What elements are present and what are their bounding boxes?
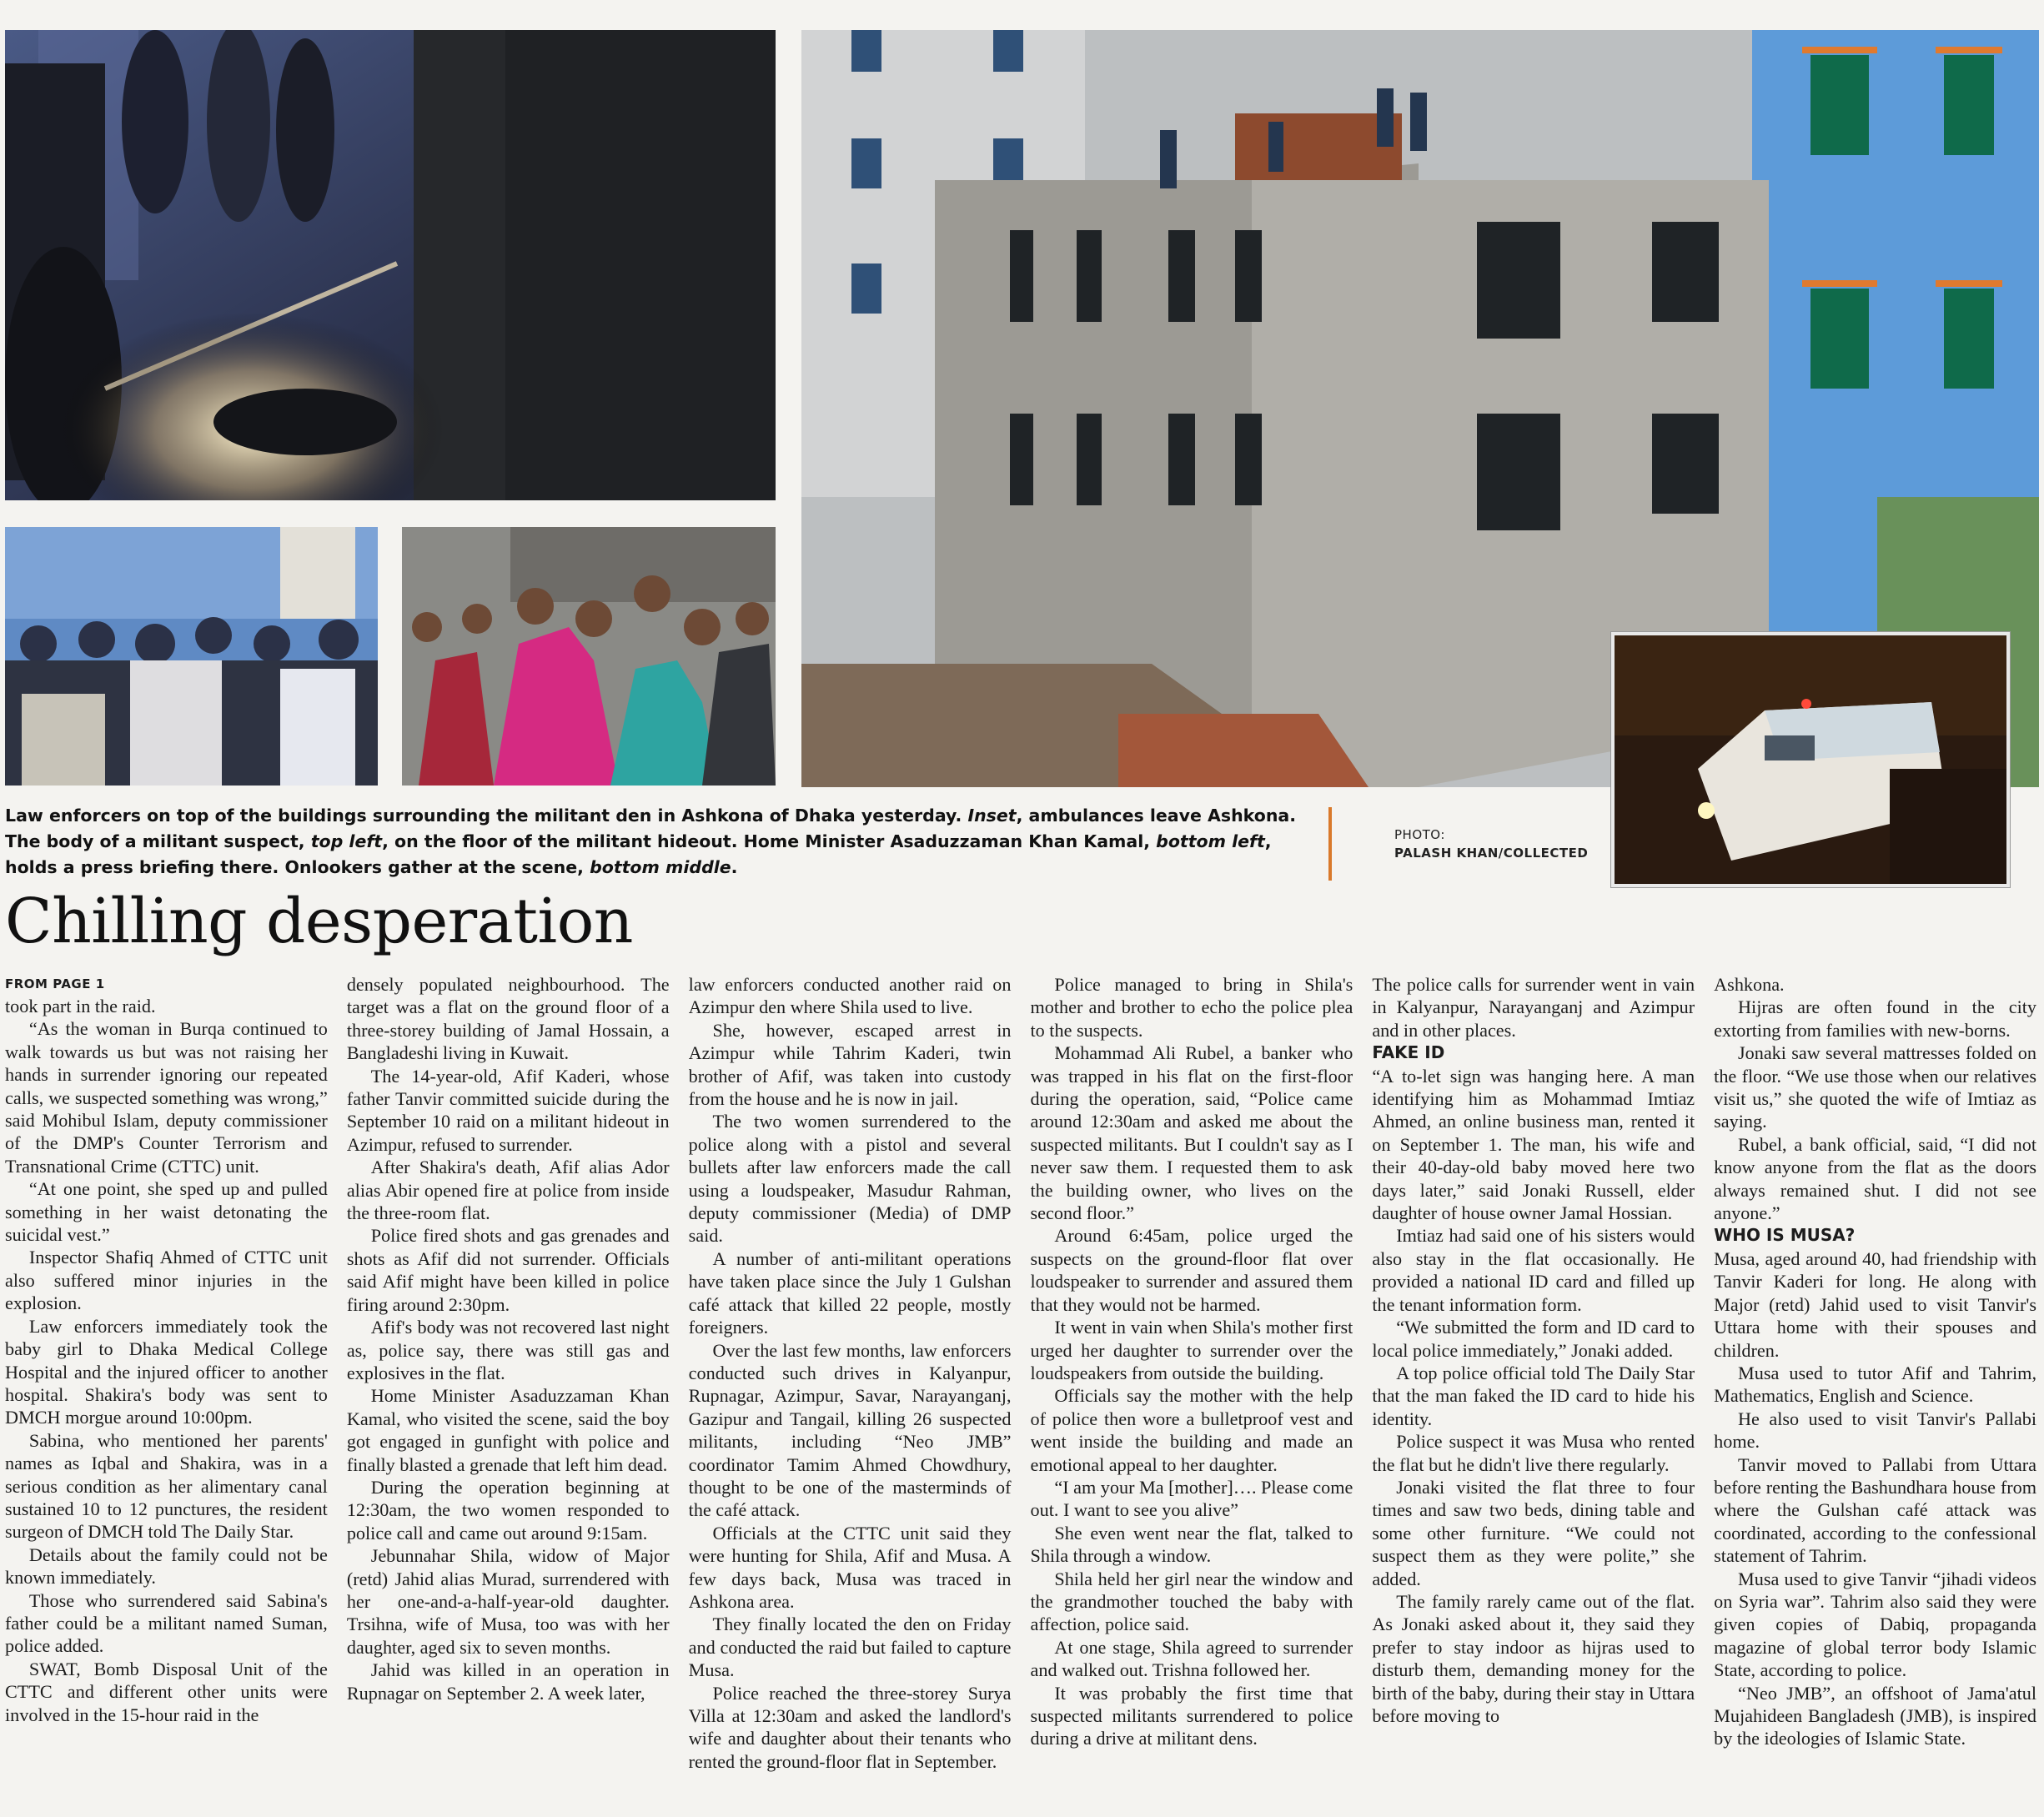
paragraph: Musa used to tutor Afif and Tahrim, Mathematics, English and Science. bbox=[1714, 1362, 2036, 1407]
photo-credit-name: PALASH KHAN/COLLECTED bbox=[1394, 846, 1589, 861]
paragraph: “I am your Ma [mother]…. Please come out. I want to see you alive” bbox=[1030, 1476, 1353, 1521]
photo-credit bbox=[1394, 826, 1588, 862]
paragraph: SWAT, Bomb Disposal Unit of the CTTC and different other units were involved in the 15-hour raid in the bbox=[5, 1658, 328, 1725]
paragraph: Inspector Shafiq Ahmed of CTTC unit also suffered minor injuries in the explosion. bbox=[5, 1247, 328, 1314]
paragraph: Those who surrendered said Sabina's father could be a militant named Suman, police added. bbox=[5, 1589, 328, 1657]
paragraph: Home Minister Asaduzzaman Khan Kamal, who visited the scene, said the boy got engaged in gunfight with police and finally blasted a grenade that left him dead. bbox=[346, 1385, 670, 1475]
article-body bbox=[5, 973, 2036, 1815]
article-column-5 bbox=[1372, 973, 1695, 1815]
subhead-fake-id: FAKE ID bbox=[1372, 1042, 1445, 1063]
paragraph: During the operation beginning at 12:30am, the two women responded to police call and came out around 9:15am. bbox=[346, 1476, 670, 1543]
paragraph: They finally located the den on Friday and conducted the raid but failed to capture Musa. bbox=[688, 1614, 1012, 1681]
paragraph: Police suspect it was Musa who rented the flat but he didn't live there regularly. bbox=[1372, 1431, 1695, 1475]
article-column-4 bbox=[1031, 973, 1353, 1815]
paragraph: “We submitted the form and ID card to local police immediately,” Jonaki added. bbox=[1372, 1317, 1695, 1361]
paragraph: Police managed to bring in Shila's mother and brother to echo the police plea to the suspects. bbox=[1030, 974, 1353, 1041]
paragraph: Details about the family could not be known immediately. bbox=[5, 1543, 328, 1589]
paragraph: The two women surrendered to the police along with a pistol and several bullets after law enforcers made the call using a loudspeaker, Masudur Rahman, deputy commissioner (Media) of DMP said. bbox=[688, 1111, 1012, 1247]
paragraph: He also used to visit Tanvir's Pallabi home. bbox=[1714, 1408, 2036, 1453]
paragraph: Jonaki saw several mattresses folded on the floor. “We use those when our relatives visit us,” she quoted the wife of Imtiaz as saying. bbox=[1714, 1042, 2036, 1132]
continued-from-kicker: FROM PAGE 1 bbox=[5, 976, 105, 991]
paragraph: Police fired shots and gas grenades and shots as Afif did not surrender. Officials said Afif might have been killed in police firing around 2:30pm. bbox=[346, 1225, 670, 1315]
onlookers-photo bbox=[402, 527, 776, 786]
paragraph: A number of anti-militant operations have taken place since the July 1 Gulshan café attack that killed 22 people, mostly foreigners. bbox=[688, 1247, 1012, 1338]
paragraph: Police reached the three-storey Surya Villa at 12:30am and asked the landlord's wife and daughter about their tenants who rented the ground-floor flat in September. bbox=[688, 1682, 1012, 1772]
article-column-2 bbox=[347, 973, 670, 1815]
paragraph: law enforcers conducted another raid on Azimpur den where Shila used to live. bbox=[688, 974, 1012, 1018]
caption-divider bbox=[1328, 807, 1332, 881]
paragraph: densely populated neighbourhood. The target was a flat on the ground floor of a three-storey building of Jamal Hossain, a Bangladeshi living in Kuwait. bbox=[346, 974, 670, 1064]
paragraph: The family rarely came out of the flat. As Jonaki asked about it, they said they prefer to stay indoor as hijras used to disturb them, demanding money for the birth of the baby, during their stay in Uttara before moving to bbox=[1372, 1590, 1695, 1726]
paragraph: Hijras are often found in the city extorting from families with new-borns. bbox=[1714, 996, 2036, 1041]
paragraph: She, however, escaped arrest in Azimpur while Tahrim Kaderi, twin brother of Afif, was taken into custody from the house and he is now in jail. bbox=[688, 1019, 1012, 1110]
paragraph: Mohammad Ali Rubel, a banker who was trapped in his flat on the first-floor during the operation, said, “Police came around 12:30am and asked me about the suspected militants. But I couldn't say as I never saw them. I requested them to ask the building owner, who lives on the second floor.” bbox=[1030, 1042, 1353, 1224]
militant-body-photo bbox=[5, 30, 776, 500]
article-column-6 bbox=[1714, 973, 2036, 1815]
photo-credit-label: PHOTO: bbox=[1394, 827, 1445, 842]
article-column-1 bbox=[5, 973, 328, 1815]
headline: Chilling desperation bbox=[5, 886, 633, 957]
photo-caption: Law enforcers on top of the buildings surrounding the militant den in Ashkona of Dhaka yesterday. Inset, ambulances leave Ashkona. The body of a militant suspect, top left, on the floor of the militant hideout. Home Minister Asaduzzaman Khan Kamal, bottom left, holds a press briefing there. Onlookers gather at the scene, bottom middle. bbox=[5, 806, 1297, 877]
paragraph: She even went near the flat, talked to Shila through a window. bbox=[1030, 1522, 1353, 1567]
paragraph: Shila held her girl near the window and the grandmother touched the baby with affection, police said. bbox=[1030, 1568, 1353, 1635]
paragraph: A top police official told The Daily Star that the man faked the ID card to hide his identity. bbox=[1372, 1362, 1695, 1429]
paragraph: “A to-let sign was hanging here. A man identifying him as Mohammad Imtiaz Ahmed, an online business man, rented it on September 1. The man, his wife and their 40-day-old baby moved here two days later,” said Jonaki Russell, elder daughter of house owner Jamal Hossian. bbox=[1372, 1065, 1695, 1224]
paragraph: Officials say the mother with the help of police then wore a bulletproof vest and went inside the building and made an emotional appeal to her daughter. bbox=[1030, 1385, 1353, 1475]
paragraph: After Shakira's death, Afif alias Ador alias Abir opened fire at police from inside the three-room flat. bbox=[346, 1157, 670, 1224]
paragraph: Law enforcers immediately took the baby girl to Dhaka Medical College Hospital and the injured officer to another hospital. Shakira's body was sent to DMCH morgue around 10:00pm. bbox=[5, 1315, 328, 1428]
paragraph: Tanvir moved to Pallabi from Uttara before renting the Bashundhara house from where the Gulshan café attack was coordinated, according to the confessional statement of Tahrim. bbox=[1714, 1453, 2036, 1567]
paragraph: took part in the raid. bbox=[5, 996, 156, 1016]
paragraph: Musa used to give Tanvir “jihadi videos on Syria war”. Tahrim also said they were given copies of Dabiq, propaganda magazine of global terror body Islamic State, according to police. bbox=[1714, 1568, 2036, 1681]
paragraph: Around 6:45am, police urged the suspects on the ground-floor flat over loudspeaker to surrender and assured them that they would not be harmed. bbox=[1030, 1225, 1353, 1315]
subhead-who-is-musa: WHO IS MUSA? bbox=[1714, 1225, 1856, 1246]
paragraph: It went in vain when Shila's mother first urged her daughter to surrender over the loudspeakers from outside the building. bbox=[1030, 1317, 1353, 1383]
paragraph: Ashkona. bbox=[1714, 974, 1785, 995]
paragraph: Officials at the CTTC unit said they were hunting for Shila, Afif and Musa. A few days back, Musa was traced in Ashkona area. bbox=[688, 1522, 1012, 1612]
paragraph: Jonaki visited the flat three to four times and saw two beds, dining table and some other furniture. “We could not suspect them as they were polite,” she added. bbox=[1372, 1476, 1695, 1589]
paragraph: Musa, aged around 40, had friendship with Tanvir Kaderi for long. He along with Major (retd) Jahid used to visit Tanvir's Uttara home with their spouses and children. bbox=[1714, 1247, 2036, 1361]
paragraph: At one stage, Shila agreed to surrender and walked out. Trishna followed her. bbox=[1030, 1636, 1353, 1681]
paragraph: Afif's body was not recovered last night as, police say, there was still gas and explosives in the flat. bbox=[346, 1317, 670, 1383]
paragraph: Rubel, a bank official, said, “I did not know anyone from the flat as the doors always remained shut. I did not see anyone.” bbox=[1714, 1133, 2036, 1224]
paragraph: Jebunnahar Shila, widow of Major (retd) Jahid alias Murad, surrendered with her one-and-a-half-year-old daughter. Trsihna, wife of Musa, too was with her daughter, aged six to seven months. bbox=[346, 1545, 670, 1658]
paragraph: Jahid was killed in an operation in Rupnagar on September 2. A week later, bbox=[346, 1659, 670, 1704]
paragraph: Imtiaz had said one of his sisters would also stay in the flat occasionally. He provided a national ID card and filled up the tenant information form. bbox=[1372, 1225, 1695, 1315]
paragraph: Sabina, who mentioned her parents' names as Iqbal and Shakira, was in a serious condition as her alimentary canal sustained 10 to 12 punctures, the resident surgeon of DMCH told The Daily Star. bbox=[5, 1429, 328, 1543]
paragraph: “At one point, she sped up and pulled something in her waist detonating the suicidal vest.” bbox=[5, 1178, 328, 1246]
paragraph: It was probably the first time that suspected militants surrendered to police during a drive at militant dens. bbox=[1030, 1682, 1353, 1749]
paragraph: The 14-year-old, Afif Kaderi, whose father Tanvir committed suicide during the September 10 raid on a militant hideout in Azimpur, refused to surrender. bbox=[346, 1065, 670, 1155]
paragraph: The police calls for surrender went in vain in Kalyanpur, Narayanganj and Azimpur and in other places. bbox=[1372, 974, 1695, 1041]
paragraph: “As the woman in Burqa continued to walk towards us but was not raising her hands in surrender ignoring our repeated calls, we suspected something was wrong,” said Mohibul Islam, deputy commissioner of the DMP's Counter Terrorism and Transnational Crime (CTTC) unit. bbox=[5, 1018, 328, 1177]
paragraph: “Neo JMB”, an offshoot of Jama'atul Mujahideen Bangladesh (JMB), is inspired by the ideologies of Islamic State. bbox=[1714, 1682, 2036, 1749]
ambulance-inset-photo bbox=[1611, 632, 2010, 887]
paragraph: Over the last few months, law enforcers conducted such drives in Kalyanpur, Rupnagar, Azimpur, Savar, Narayanganj, Gazipur and Tangail, killing 26 suspected militants, including “Neo JMB” coordinator Tamim Ahmed Chowdhury, thought to be one of the masterminds of the café attack. bbox=[688, 1339, 1012, 1521]
home-minister-briefing-photo bbox=[5, 527, 378, 786]
article-column-3 bbox=[689, 973, 1012, 1815]
